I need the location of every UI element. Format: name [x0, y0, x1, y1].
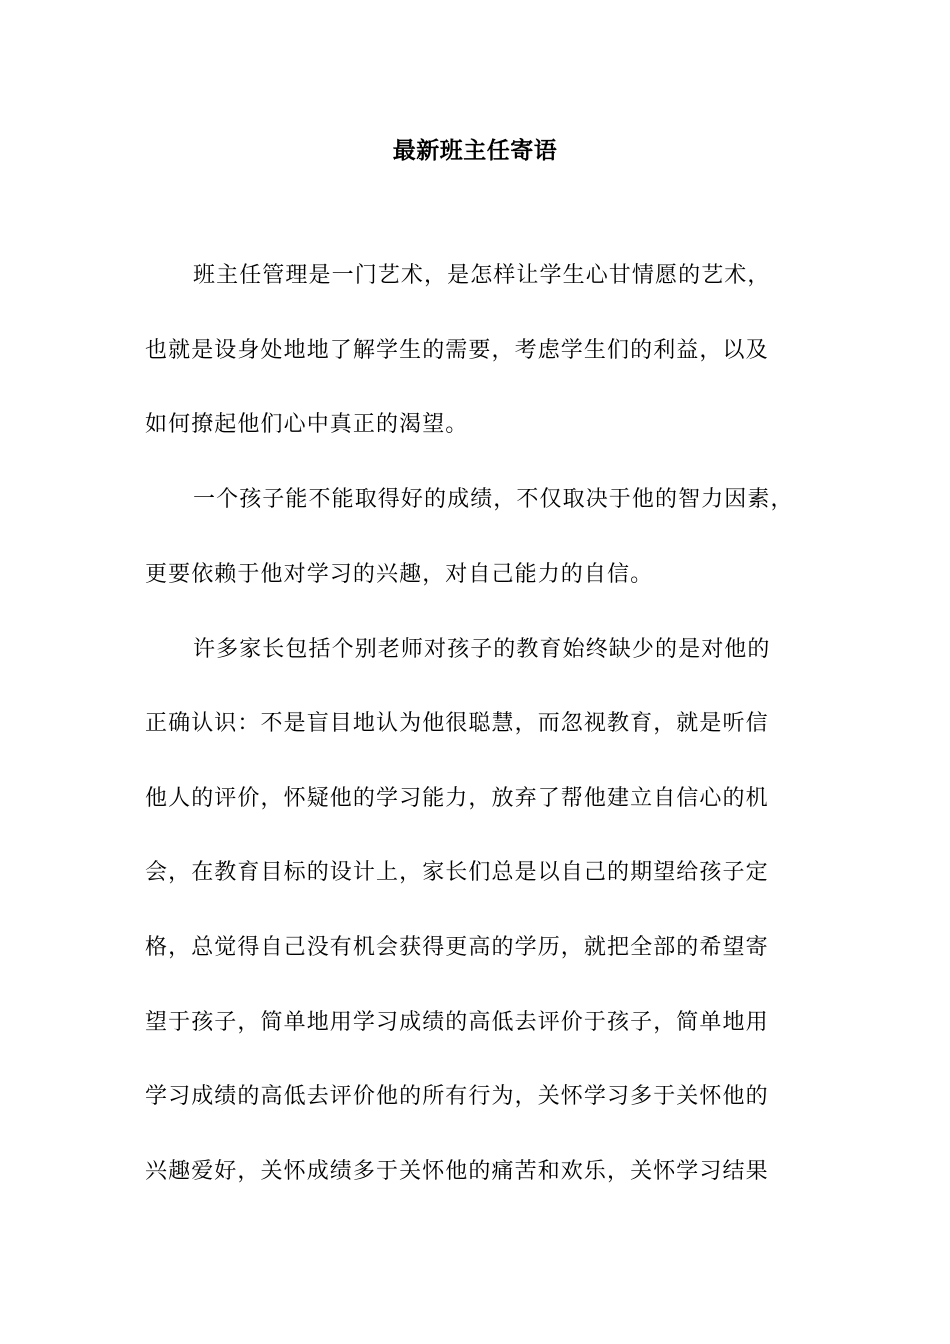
paragraph-2-line-2: 更要依赖于他对学习的兴趣，对自己能力的自信。 — [145, 562, 654, 587]
paragraph-3-line-3: 他人的评价，怀疑他的学习能力，放弃了帮他建立自信心的机 — [145, 786, 769, 811]
paragraph-3-line-7: 学习成绩的高低去评价他的所有行为，关怀学习多于关怀他的 — [145, 1084, 769, 1109]
paragraph-3-line-5: 格，总觉得自己没有机会获得更高的学历，就把全部的希望寄 — [145, 935, 769, 960]
paragraph-3-line-2: 正确认识：不是盲目地认为他很聪慧，而忽视教育，就是听信 — [145, 711, 769, 736]
paragraph-3-line-6: 望于孩子，简单地用学习成绩的高低去评价于孩子，简单地用 — [145, 1010, 769, 1035]
paragraph-1-line-2: 也就是设身处地地了解学生的需要，考虑学生们的利益，以及 — [145, 338, 769, 363]
document-title: 最新班主任寄语 — [392, 137, 558, 164]
paragraph-3-line-1: 许多家长包括个别老师对孩子的教育始终缺少的是对他的 — [193, 637, 771, 662]
paragraph-1-line-3: 如何撩起他们心中真正的渴望。 — [145, 412, 469, 437]
paragraph-2-line-1: 一个孩子能不能取得好的成绩，不仅取决于他的智力因素， — [193, 487, 794, 512]
paragraph-3-line-4: 会，在教育目标的设计上，家长们总是以自己的期望给孩子定 — [145, 860, 769, 885]
paragraph-1-line-1: 班主任管理是一门艺术，是怎样让学生心甘情愿的艺术， — [193, 263, 771, 288]
paragraph-3-line-8: 兴趣爱好，关怀成绩多于关怀他的痛苦和欢乐，关怀学习结果 — [145, 1159, 769, 1184]
